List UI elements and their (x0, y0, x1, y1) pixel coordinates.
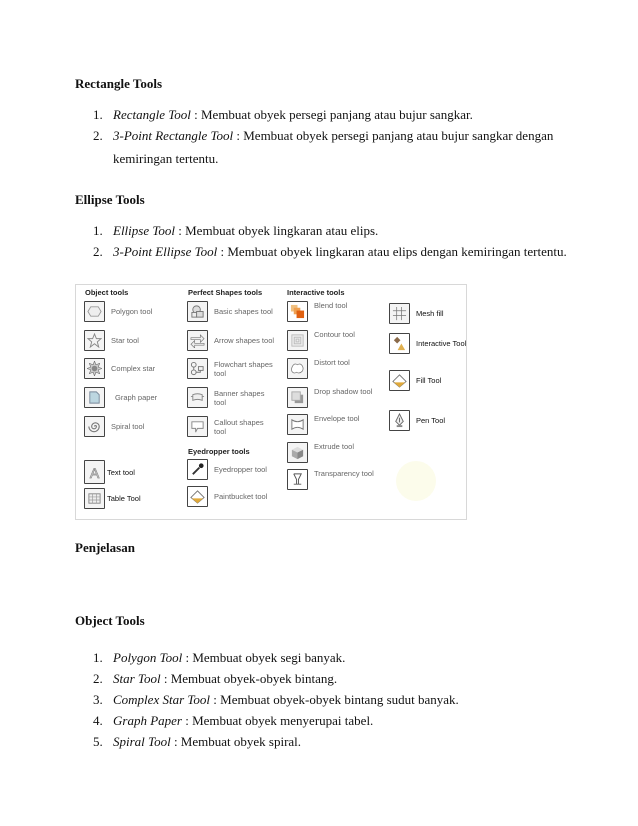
paintbucket-icon (187, 486, 208, 507)
star-icon (84, 330, 105, 351)
tool-fill: Fill Tool (389, 370, 478, 391)
tool-star: Star tool (84, 330, 173, 351)
object-tools-list (93, 647, 459, 752)
eyedropper-icon (187, 459, 208, 480)
list-item: 3. Complex Star Tool : Membuat obyek-obyek bintang sudut banyak. (93, 692, 459, 707)
list-item: 1. Ellipse Tool : Membuat obyek lingkaran atau elips. (93, 223, 379, 238)
pen-nib-icon (389, 410, 410, 431)
tool-pen: Pen Tool (389, 410, 478, 431)
rectangle-tools-list (93, 104, 553, 169)
list-item: 4. Graph Paper : Membuat obyek menyerupai tabel. (93, 713, 374, 728)
tool-polygon: Polygon tool (84, 301, 173, 322)
envelope-icon (287, 414, 308, 435)
list-item: 2. Star Tool : Membuat obyek-obyek bintang. (93, 671, 338, 686)
tool-spiral: Spiral tool (84, 416, 173, 437)
tool-paintbucket: Paintbucket tool (187, 486, 276, 507)
list-item: 1. Rectangle Tool : Membuat obyek persegi panjang atau bujur sangkar. (93, 107, 473, 122)
tool-drop-shadow: Drop shadow tool (287, 387, 376, 408)
group-heading-object-tools: Object tools (85, 288, 129, 297)
heading-penjelasan: Penjelasan (75, 540, 135, 555)
tool-complex-star: Complex star (84, 358, 173, 379)
distort-icon (287, 358, 308, 379)
extrude-icon (287, 442, 308, 463)
arrow-shapes-icon (187, 330, 208, 351)
tool-mesh-fill: Mesh fill (389, 303, 478, 324)
complex-star-icon (84, 358, 105, 379)
list-item: 2. 3-Point Ellipse Tool : Membuat obyek lingkaran atau elips dengan kemiringan tertentu. (93, 244, 567, 259)
blend-icon (287, 301, 308, 322)
spiral-icon (84, 416, 105, 437)
heading-object-tools: Object Tools (75, 613, 145, 628)
watermark-logo (396, 461, 436, 501)
tool-transparency: Transparency tool (287, 469, 376, 490)
contour-icon (287, 330, 308, 351)
drop-shadow-icon (287, 387, 308, 408)
tool-text: A Text tool (84, 460, 169, 484)
tool-envelope: Envelope tool (287, 414, 376, 435)
toolbox-figure (75, 284, 467, 520)
text-icon (84, 460, 105, 484)
tool-interactive-fill: Interactive Tool (389, 333, 478, 354)
heading-rectangle-tools: Rectangle Tools (75, 76, 163, 91)
graph-paper-icon (84, 387, 105, 408)
tool-eyedropper: Eyedropper tool (187, 459, 276, 480)
tool-contour: Contour tool (287, 330, 376, 351)
heading-ellipse-tools: Ellipse Tools (75, 192, 145, 207)
basic-shapes-icon (187, 301, 208, 322)
tool-table: Table Tool (84, 488, 169, 509)
group-heading-perfect-shapes: Perfect Shapes tools (188, 288, 263, 297)
tool-callout-shapes: Callout shapes tool (187, 416, 276, 437)
tool-extrude: Extrude tool (287, 442, 376, 463)
tool-distort: Distort tool (287, 358, 376, 379)
table-icon (84, 488, 105, 509)
flowchart-shapes-icon (187, 358, 208, 379)
tool-blend: Blend tool (287, 301, 376, 322)
tool-banner-shapes: Banner shapes tool (187, 387, 276, 408)
tool-arrow-shapes: Arrow shapes tool (187, 330, 276, 351)
list-item: 2. 3-Point Rectangle Tool : Membuat obyek persegi panjang atau bujur sangkar dengan kemiringan tertentu. (93, 128, 554, 166)
group-heading-interactive-tools: Interactive tools (287, 288, 345, 297)
tool-graph-paper: Graph paper (84, 387, 177, 408)
polygon-icon (84, 301, 105, 322)
transparency-icon (287, 469, 308, 490)
mesh-fill-icon (389, 303, 410, 324)
interactive-fill-icon (389, 333, 410, 354)
tool-flowchart-shapes: Flowchart shapes tool (187, 358, 276, 379)
fill-bucket-icon (389, 370, 410, 391)
callout-shapes-icon (187, 416, 208, 437)
list-item: 1. Polygon Tool : Membuat obyek segi banyak. (93, 650, 346, 665)
ellipse-tools-list (93, 220, 567, 262)
tool-basic-shapes: Basic shapes tool (187, 301, 276, 322)
svg-text:A: A (89, 464, 100, 480)
group-heading-eyedropper-tools: Eyedropper tools (188, 447, 250, 456)
list-item: 5. Spiral Tool : Membuat obyek spiral. (93, 734, 302, 749)
banner-shapes-icon (187, 387, 208, 408)
